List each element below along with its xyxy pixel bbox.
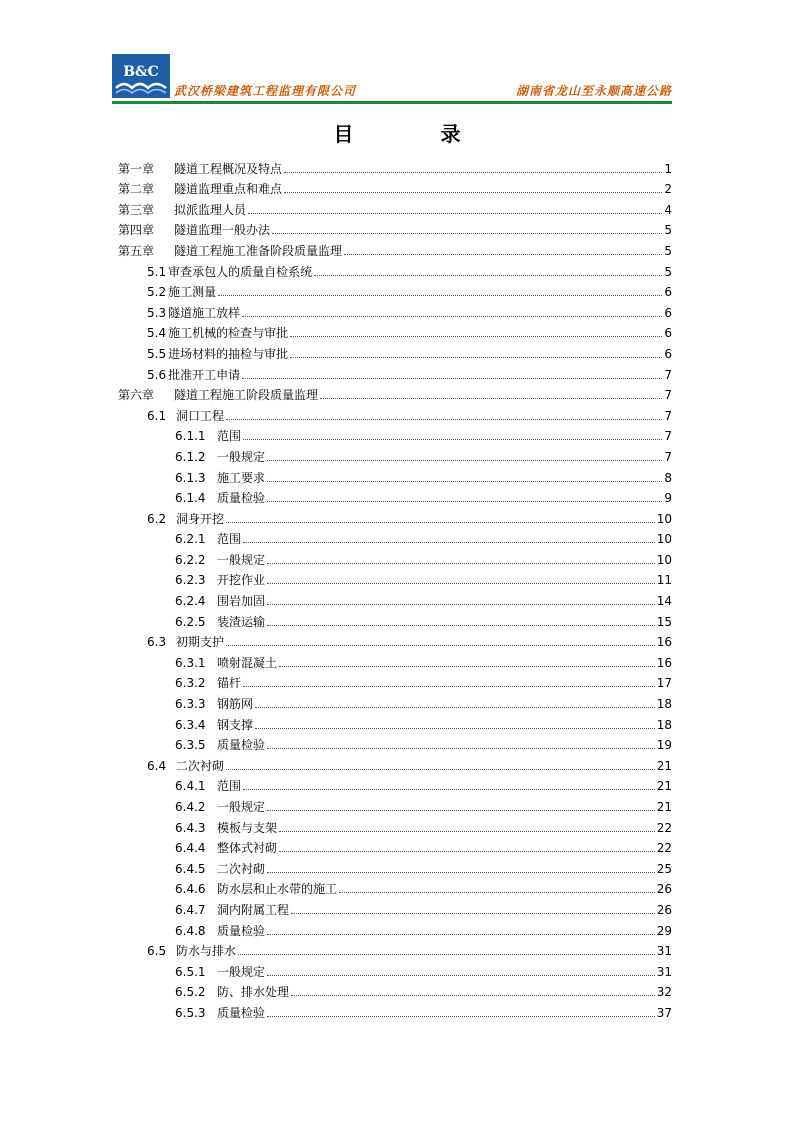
- toc-entry[interactable]: [118, 938, 672, 959]
- toc-entry-number: 6.3.5: [175, 738, 206, 753]
- toc-entry-page: 10: [656, 511, 672, 526]
- toc-entry-title: 进场材料的抽检与审批: [168, 346, 289, 361]
- toc-entry[interactable]: [118, 485, 672, 506]
- toc-entry-page: 7: [664, 408, 672, 423]
- toc-entry-title: 施工测量: [168, 285, 217, 300]
- toc-entry-title: 隧道工程施工准备阶段质量监理: [174, 243, 343, 258]
- toc-entry-title: 范围: [217, 429, 242, 444]
- toc-entry[interactable]: [118, 505, 672, 526]
- toc-entry-page: 17: [656, 676, 672, 691]
- dot-leader: [238, 954, 655, 955]
- toc-entry-page: 6: [664, 346, 672, 361]
- toc-entry-page: 6: [664, 305, 672, 320]
- toc-entry-title: 隧道工程概况及特点: [174, 161, 283, 176]
- toc-entry-page: 2: [664, 182, 672, 197]
- toc-entry-title: 范围: [217, 532, 242, 547]
- toc-entry-title: 施工要求: [217, 470, 266, 485]
- toc-entry-title: 范围: [217, 779, 242, 794]
- toc-entry-number: 6.5.2: [175, 985, 206, 1000]
- toc-entry-page: 26: [656, 902, 672, 917]
- toc-entry[interactable]: [118, 299, 672, 320]
- dot-leader: [248, 213, 662, 214]
- toc-entry-number: 5.2: [147, 285, 167, 300]
- dot-leader: [272, 233, 662, 234]
- toc-entry-number: 6.3.3: [175, 697, 206, 712]
- dot-leader: [279, 851, 655, 852]
- toc-entry[interactable]: [118, 979, 672, 1000]
- toc-entry-title: 锚杆: [217, 676, 242, 691]
- toc-entry-number: 6.4.3: [175, 820, 206, 835]
- toc-entry-title: 隧道工程施工阶段质量监理: [174, 388, 319, 403]
- toc-entry[interactable]: [118, 876, 672, 897]
- dot-leader: [267, 481, 662, 482]
- dot-leader: [243, 686, 655, 687]
- toc-entry[interactable]: [118, 546, 672, 567]
- toc-entry[interactable]: [118, 752, 672, 773]
- toc-entry-page: 10: [656, 552, 672, 567]
- toc-entry-title: 初期支护: [176, 635, 225, 650]
- dot-leader: [291, 913, 655, 914]
- toc-entry[interactable]: [118, 835, 672, 856]
- toc-entry-page: 21: [656, 779, 672, 794]
- dot-leader: [226, 769, 655, 770]
- toc-entry[interactable]: [118, 464, 672, 485]
- toc-entry-page: 31: [656, 944, 672, 959]
- toc-entry[interactable]: [118, 258, 672, 279]
- toc-entry-title: 二次衬砌: [217, 861, 266, 876]
- toc-entry[interactable]: [118, 793, 672, 814]
- toc-entry-number: 6.4.6: [175, 882, 206, 897]
- toc-entry-number: 第一章: [118, 161, 155, 176]
- toc-entry-page: 7: [664, 367, 672, 382]
- dot-leader: [279, 831, 655, 832]
- company-name: 武汉桥梁建筑工程监理有限公司: [174, 84, 357, 98]
- toc-entry-title: 一般规定: [217, 964, 266, 979]
- toc-entry-number: 6.3: [147, 635, 167, 650]
- toc-entry-title: 隧道监理重点和难点: [174, 182, 283, 197]
- dot-leader: [242, 378, 662, 379]
- toc-entry-number: 5.4: [147, 326, 167, 341]
- dot-leader: [267, 604, 655, 605]
- toc-entry[interactable]: [118, 690, 672, 711]
- toc-entry-page: 7: [664, 449, 672, 464]
- toc-entry-number: 5.5: [147, 346, 167, 361]
- toc-entry[interactable]: [118, 340, 672, 361]
- toc-entry-number: 6.1.2: [175, 449, 206, 464]
- header-divider: [112, 101, 672, 104]
- toc-entry-page: 16: [656, 655, 672, 670]
- toc-entry-title: 洞身开挖: [176, 511, 225, 526]
- dot-leader: [291, 995, 655, 996]
- toc-entry[interactable]: [118, 443, 672, 464]
- toc-entry-number: 6.4.8: [175, 923, 206, 938]
- dot-leader: [284, 172, 662, 173]
- toc-entry-page: 14: [656, 594, 672, 609]
- dot-leader: [243, 542, 655, 543]
- toc-entry[interactable]: [118, 814, 672, 835]
- toc-entry-number: 6.2.5: [175, 614, 206, 629]
- toc-entry-page: 6: [664, 326, 672, 341]
- toc-entry-title: 洞口工程: [176, 408, 225, 423]
- dot-leader: [344, 254, 662, 255]
- dot-leader: [218, 295, 662, 296]
- dot-leader: [267, 872, 655, 873]
- toc-entry-title: 拟派监理人员: [174, 202, 247, 217]
- toc-entry-number: 6.5: [147, 944, 167, 959]
- toc-entry-page: 25: [656, 861, 672, 876]
- toc-entry-number: 第二章: [118, 182, 155, 197]
- toc-entry-page: 5: [664, 223, 672, 238]
- toc-entry-number: 6.3.1: [175, 655, 206, 670]
- toc-entry[interactable]: [118, 629, 672, 650]
- toc-entry-page: 1: [664, 161, 672, 176]
- toc-entry-number: 6.1.4: [175, 491, 206, 506]
- toc-entry-title: 模板与支架: [217, 820, 278, 835]
- toc-entry-number: 6.2.1: [175, 532, 206, 547]
- toc-entry-title: 二次衬砌: [176, 758, 225, 773]
- toc-entry-page: 9: [664, 491, 672, 506]
- toc-entry[interactable]: [118, 237, 672, 258]
- toc-entry[interactable]: [118, 587, 672, 608]
- toc-entry-number: 6.2.4: [175, 594, 206, 609]
- toc-entry-number: 6.4.5: [175, 861, 206, 876]
- toc-entry-title: 审查承包人的质量自检系统: [168, 264, 313, 279]
- toc-entry-page: 18: [656, 697, 672, 712]
- toc-entry[interactable]: [118, 320, 672, 341]
- toc-entry-title: 防水层和止水带的施工: [217, 882, 338, 897]
- dot-leader: [226, 645, 655, 646]
- dot-leader: [267, 583, 655, 584]
- toc-entry-number: 6.1: [147, 408, 167, 423]
- page-title: 目 录: [333, 122, 501, 146]
- toc-entry[interactable]: [118, 608, 672, 629]
- dot-leader: [267, 563, 655, 564]
- table-of-contents: [118, 155, 672, 1020]
- toc-entry-number: 6.2.2: [175, 552, 206, 567]
- toc-entry-page: 19: [656, 738, 672, 753]
- toc-entry[interactable]: [118, 896, 672, 917]
- dot-leader: [242, 316, 662, 317]
- toc-entry-page: 21: [656, 758, 672, 773]
- toc-entry-title: 钢支撑: [217, 717, 254, 732]
- toc-entry-number: 6.1.1: [175, 429, 206, 444]
- dot-leader: [290, 357, 662, 358]
- toc-entry-number: 6.4.7: [175, 902, 206, 917]
- toc-entry-title: 施工机械的检查与审批: [168, 326, 289, 341]
- dot-leader: [339, 892, 655, 893]
- toc-entry-title: 洞内附属工程: [217, 902, 290, 917]
- toc-entry-page: 10: [656, 532, 672, 547]
- toc-entry-page: 16: [656, 635, 672, 650]
- toc-entry-number: 5.3: [147, 305, 167, 320]
- toc-entry[interactable]: [118, 649, 672, 670]
- dot-leader: [243, 789, 655, 790]
- toc-entry-title: 质量检验: [217, 923, 266, 938]
- dot-leader: [267, 1016, 655, 1017]
- toc-entry-title: 围岩加固: [217, 594, 266, 609]
- toc-entry-title: 隧道监理一般办法: [174, 223, 271, 238]
- toc-entry-title: 质量检验: [217, 491, 266, 506]
- toc-entry-title: 装渣运输: [217, 614, 266, 629]
- toc-entry[interactable]: [118, 279, 672, 300]
- toc-entry-number: 6.5.1: [175, 964, 206, 979]
- dot-leader: [267, 501, 662, 502]
- toc-entry-title: 整体式衬砌: [217, 841, 278, 856]
- toc-entry-page: 22: [656, 841, 672, 856]
- dot-leader: [267, 934, 655, 935]
- dot-leader: [255, 707, 655, 708]
- toc-entry[interactable]: [118, 567, 672, 588]
- logo-text: B&C: [123, 64, 159, 80]
- toc-entry-number: 第三章: [118, 202, 155, 217]
- toc-entry[interactable]: [118, 711, 672, 732]
- toc-entry-page: 11: [656, 573, 672, 588]
- toc-entry-number: 6.4.2: [175, 800, 206, 814]
- project-name: 湖南省龙山至永顺高速公路: [515, 84, 672, 98]
- toc-entry-title: 质量检验: [217, 738, 266, 753]
- toc-entry-page: 26: [656, 882, 672, 897]
- toc-entry-title: 一般规定: [217, 800, 266, 814]
- toc-entry[interactable]: [118, 423, 672, 444]
- toc-entry-page: 8: [664, 470, 672, 485]
- dot-leader: [290, 336, 662, 337]
- dot-leader: [255, 728, 655, 729]
- toc-entry-number: 6.4.1: [175, 779, 206, 794]
- toc-entry[interactable]: [118, 526, 672, 547]
- toc-entry-number: 6.2.3: [175, 573, 206, 588]
- dot-leader: [226, 419, 662, 420]
- company-logo: [112, 54, 170, 98]
- toc-entry-page: 32: [656, 985, 672, 1000]
- toc-entry[interactable]: [118, 732, 672, 753]
- toc-entry-page: 5: [664, 243, 672, 258]
- toc-entry-title: 开挖作业: [217, 573, 266, 588]
- toc-entry-page: 15: [656, 614, 672, 629]
- toc-entry-number: 6.4.4: [175, 841, 206, 856]
- toc-entry[interactable]: [118, 382, 672, 403]
- toc-entry[interactable]: [118, 196, 672, 217]
- toc-entry[interactable]: [118, 176, 672, 197]
- toc-entry[interactable]: [118, 670, 672, 691]
- toc-entry[interactable]: [118, 402, 672, 423]
- toc-entry-page: 18: [656, 717, 672, 732]
- dot-leader: [320, 398, 662, 399]
- toc-entry-number: 6.3.2: [175, 676, 206, 691]
- toc-entry-number: 第五章: [118, 243, 155, 258]
- toc-entry-page: 5: [664, 264, 672, 279]
- toc-entry-page: 22: [656, 820, 672, 835]
- toc-entry-title: 一般规定: [217, 449, 266, 464]
- dot-leader: [267, 460, 662, 461]
- dot-leader: [243, 439, 662, 440]
- toc-entry-title: 一般规定: [217, 552, 266, 567]
- toc-entry-title: 质量检验: [217, 1005, 266, 1020]
- toc-entry-page: 29: [656, 923, 672, 938]
- toc-entry-number: 6.1.3: [175, 470, 206, 485]
- toc-entry-title: 隧道施工放样: [168, 305, 241, 320]
- dot-leader: [226, 522, 655, 523]
- toc-entry[interactable]: [118, 855, 672, 876]
- toc-entry[interactable]: [118, 958, 672, 979]
- dot-leader: [267, 625, 655, 626]
- toc-entry-page: 21: [656, 800, 672, 814]
- toc-entry[interactable]: [118, 917, 672, 938]
- toc-entry[interactable]: [118, 155, 672, 176]
- toc-entry-number: 6.5.3: [175, 1005, 206, 1020]
- page-header: [112, 54, 672, 104]
- toc-entry-page: 7: [664, 388, 672, 403]
- toc-entry-number: 第六章: [118, 388, 155, 403]
- toc-entry[interactable]: [118, 361, 672, 382]
- toc-entry-title: 钢筋网: [217, 697, 254, 712]
- toc-entry-page: 31: [656, 964, 672, 979]
- dot-leader: [267, 810, 655, 811]
- toc-entry-page: 37: [656, 1005, 672, 1020]
- toc-entry-number: 5.6: [147, 367, 167, 382]
- toc-entry-page: 7: [664, 429, 672, 444]
- toc-entry[interactable]: [118, 217, 672, 238]
- toc-entry-number: 6.3.4: [175, 717, 206, 732]
- toc-entry-title: 防、排水处理: [217, 985, 290, 1000]
- dot-leader: [279, 666, 655, 667]
- toc-entry-number: 6.4: [147, 758, 167, 773]
- dot-leader: [314, 275, 662, 276]
- toc-entry-page: 6: [664, 285, 672, 300]
- dot-leader: [267, 975, 655, 976]
- dot-leader: [267, 748, 655, 749]
- toc-entry-number: 5.1: [147, 264, 167, 279]
- toc-entry-title: 批准开工申请: [168, 367, 241, 382]
- toc-entry-number: 6.2: [147, 511, 167, 526]
- toc-entry-page: 4: [664, 202, 672, 217]
- toc-entry[interactable]: [118, 999, 672, 1020]
- toc-entry-title: 喷射混凝土: [217, 655, 278, 670]
- toc-entry-title: 防水与排水: [176, 944, 237, 959]
- toc-entry-number: 第四章: [118, 223, 155, 238]
- toc-entry[interactable]: [118, 773, 672, 794]
- dot-leader: [284, 192, 662, 193]
